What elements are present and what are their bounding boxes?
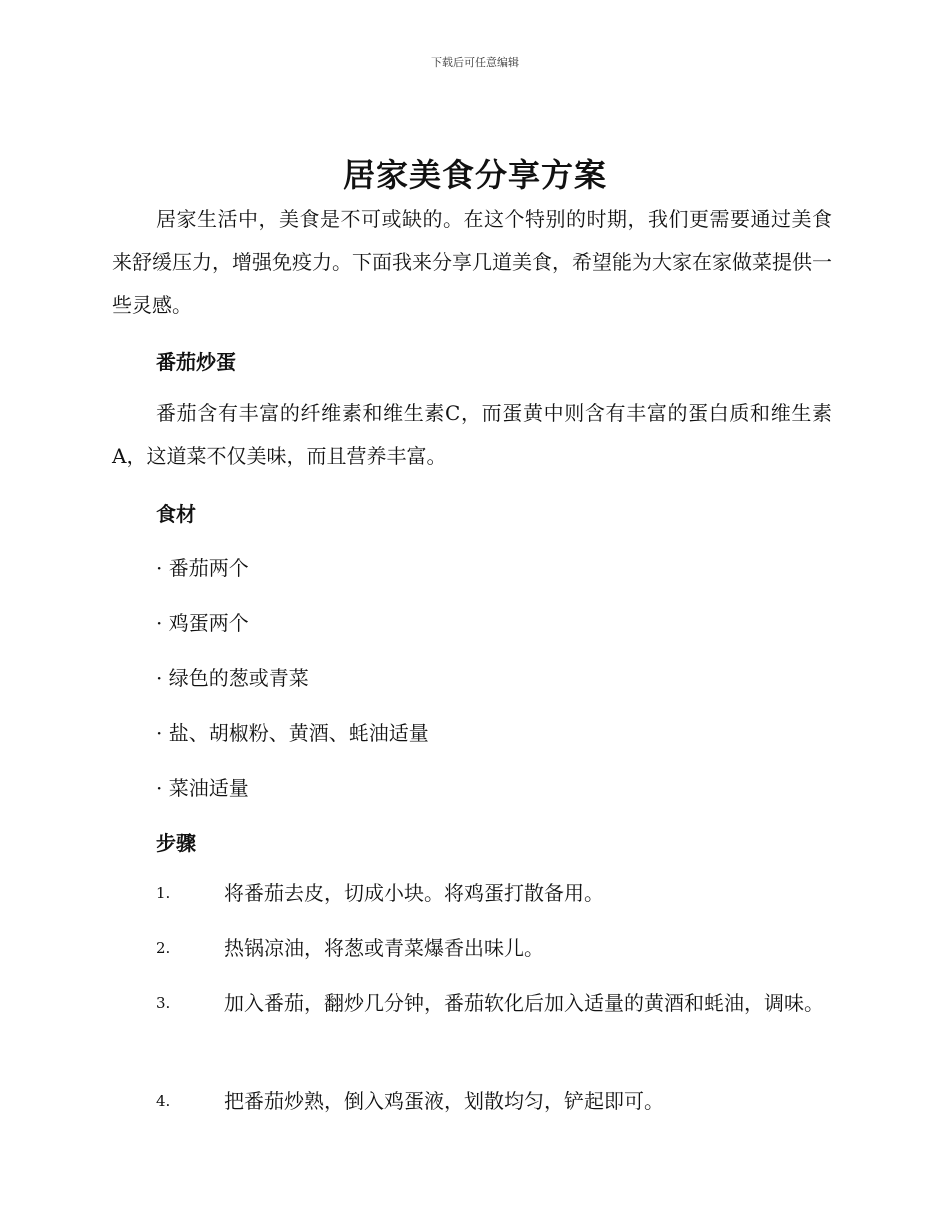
header-note: 下载后可任意编辑 bbox=[431, 56, 519, 69]
dish-description: 番茄含有丰富的纤维素和维生素C，而蛋黄中则含有丰富的蛋白质和维生素A，这道菜不仅美味，而且营养丰富。 bbox=[112, 401, 832, 468]
step-text: 热锅凉油，将葱或青菜爆香出味儿。 bbox=[224, 936, 544, 960]
document-title: 居家美食分享方案 bbox=[342, 156, 607, 194]
step-item bbox=[112, 927, 832, 970]
step-item bbox=[112, 982, 832, 1025]
steps-heading: 步骤 bbox=[156, 831, 196, 855]
ingredient-item: · 番茄两个 bbox=[156, 556, 249, 580]
intro-paragraph: 居家生活中，美食是不可或缺的。在这个特别的时期，我们更需要通过美食来舒缓压力，增强免疫力。下面我来分享几道美食，希望能为大家在家做菜提供一些灵感。 bbox=[112, 207, 832, 317]
step-number: 1. bbox=[156, 884, 171, 902]
step-text: 将番茄去皮，切成小块。将鸡蛋打散备用。 bbox=[224, 881, 604, 905]
ingredient-item: · 菜油适量 bbox=[156, 776, 249, 800]
step-number: 2. bbox=[156, 939, 171, 957]
step-text: 加入番茄，翻炒几分钟，番茄软化后加入适量的黄酒和蚝油，调味。 bbox=[224, 991, 824, 1015]
step-item bbox=[112, 872, 832, 915]
step-item bbox=[112, 1080, 832, 1123]
ingredient-item: · 盐、胡椒粉、黄酒、蚝油适量 bbox=[156, 721, 429, 745]
step-number: 4. bbox=[156, 1092, 171, 1110]
ingredient-item: · 鸡蛋两个 bbox=[156, 611, 249, 635]
dish-name-heading: 番茄炒蛋 bbox=[156, 350, 236, 374]
ingredients-heading: 食材 bbox=[156, 502, 196, 526]
ingredient-item: · 绿色的葱或青菜 bbox=[156, 666, 309, 690]
step-number: 3. bbox=[156, 994, 171, 1012]
step-text: 把番茄炒熟，倒入鸡蛋液，划散均匀，铲起即可。 bbox=[224, 1089, 664, 1113]
